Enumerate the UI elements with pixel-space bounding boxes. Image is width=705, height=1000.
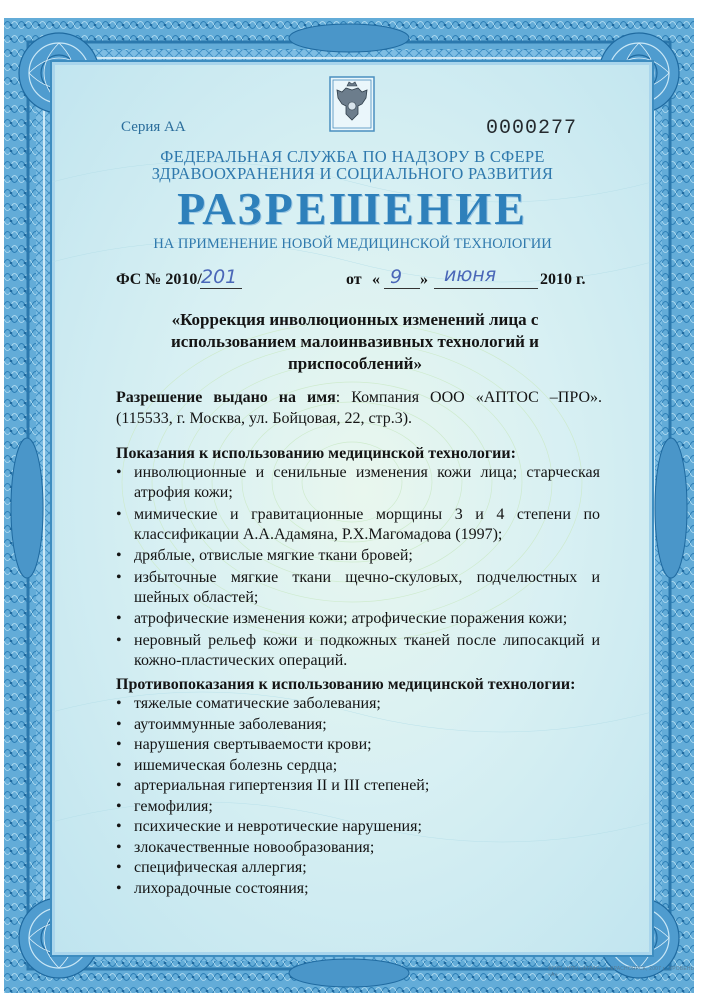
date-prefix: от	[346, 271, 362, 288]
list-item: • специфическая аллергия;	[116, 858, 600, 878]
fs-number-underline	[200, 288, 242, 289]
list-item: • артериальная гипертензия II и III степеней;	[116, 776, 600, 796]
printer-imprint: ФГУП «НПЦ «АТЛАС», г. КРАСНОЯРСК, 2007 г., УРОВЕНЬ «А»	[548, 966, 695, 978]
list-item: • атрофические изменения кожи; атрофические поражения кожи;	[116, 609, 600, 629]
series-label: Серия АА	[121, 119, 186, 135]
list-item: • мимические и гравитационные морщины 3 и 4 степени по классификации А.А.Адамяна, Р.Х.Магомадова (1997);	[116, 505, 600, 545]
agency-line-1: ФЕДЕРАЛЬНАЯ СЛУЖБА ПО НАДЗОРУ В СФЕРЕ	[160, 147, 545, 166]
date-day-underline	[384, 288, 420, 289]
date-close-quote: »	[420, 271, 428, 288]
date-year: 2010 г.	[540, 271, 586, 288]
list-item: • гемофилия;	[116, 797, 600, 817]
date-month-handwritten: июня	[444, 264, 497, 286]
list-item: • неровный рельеф кожи и подкожных тканей после липосакций и кожно-пластических операций.	[116, 631, 600, 671]
document-title: РАЗРЕШЕНИЕ	[177, 183, 528, 234]
indications-title: Показания к использованию медицинской технологии:	[116, 445, 516, 462]
list-item: • тяжелые соматические заболевания;	[116, 694, 600, 714]
list-item: • дряблые, отвислые мягкие ткани бровей;	[116, 546, 600, 566]
fs-number-handwritten: 201	[201, 266, 238, 288]
document-subtitle: НА ПРИМЕНЕНИЕ НОВОЙ МЕДИЦИНСКОЙ ТЕХНОЛОГИИ	[153, 236, 552, 252]
list-item: • избыточные мягкие ткани щечно-скуловых, подчелюстных и шейных областей;	[116, 568, 600, 608]
list-item: • лихорадочные состояния;	[116, 879, 600, 899]
indications-list	[116, 463, 600, 672]
list-item: • ишемическая болезнь сердца;	[116, 756, 600, 776]
list-item: • злокачественные новообразования;	[116, 838, 600, 858]
issued-to	[116, 387, 602, 429]
russian-coat-of-arms-icon	[329, 76, 375, 132]
document-number: 0000277	[486, 117, 578, 140]
agency-line-2: ЗДРАВООХРАНЕНИЯ И СОЦИАЛЬНОГО РАЗВИТИЯ	[151, 164, 554, 183]
date-month-underline	[434, 288, 538, 289]
issued-to-text: : Компания ООО «АПТОС –ПРО». (115533, г. Москва, ул. Бойцовая, 22, стр.3).	[116, 389, 603, 427]
technology-name: «Коррекция инволюционных изменений лица с использованием малоинвазивных технологий и приспособлений»	[171, 310, 539, 373]
date-open-quote: «	[372, 271, 380, 288]
list-item: • аутоиммунные заболевания;	[116, 715, 600, 735]
issued-to-label: Разрешение выдано на имя	[116, 389, 336, 406]
contraindications-title: Противопоказания к использованию медицинской технологии:	[116, 676, 576, 693]
list-item: • инволюционные и сенильные изменения кожи лица; старческая атрофия кожи;	[116, 463, 600, 503]
list-item: • нарушения свертываемости крови;	[116, 735, 600, 755]
fs-number-label: ФС № 2010/	[116, 271, 202, 288]
list-item: • психические и невротические нарушения;	[116, 817, 600, 837]
date-day-handwritten: 9	[390, 266, 403, 288]
contraindications-list	[116, 694, 600, 899]
